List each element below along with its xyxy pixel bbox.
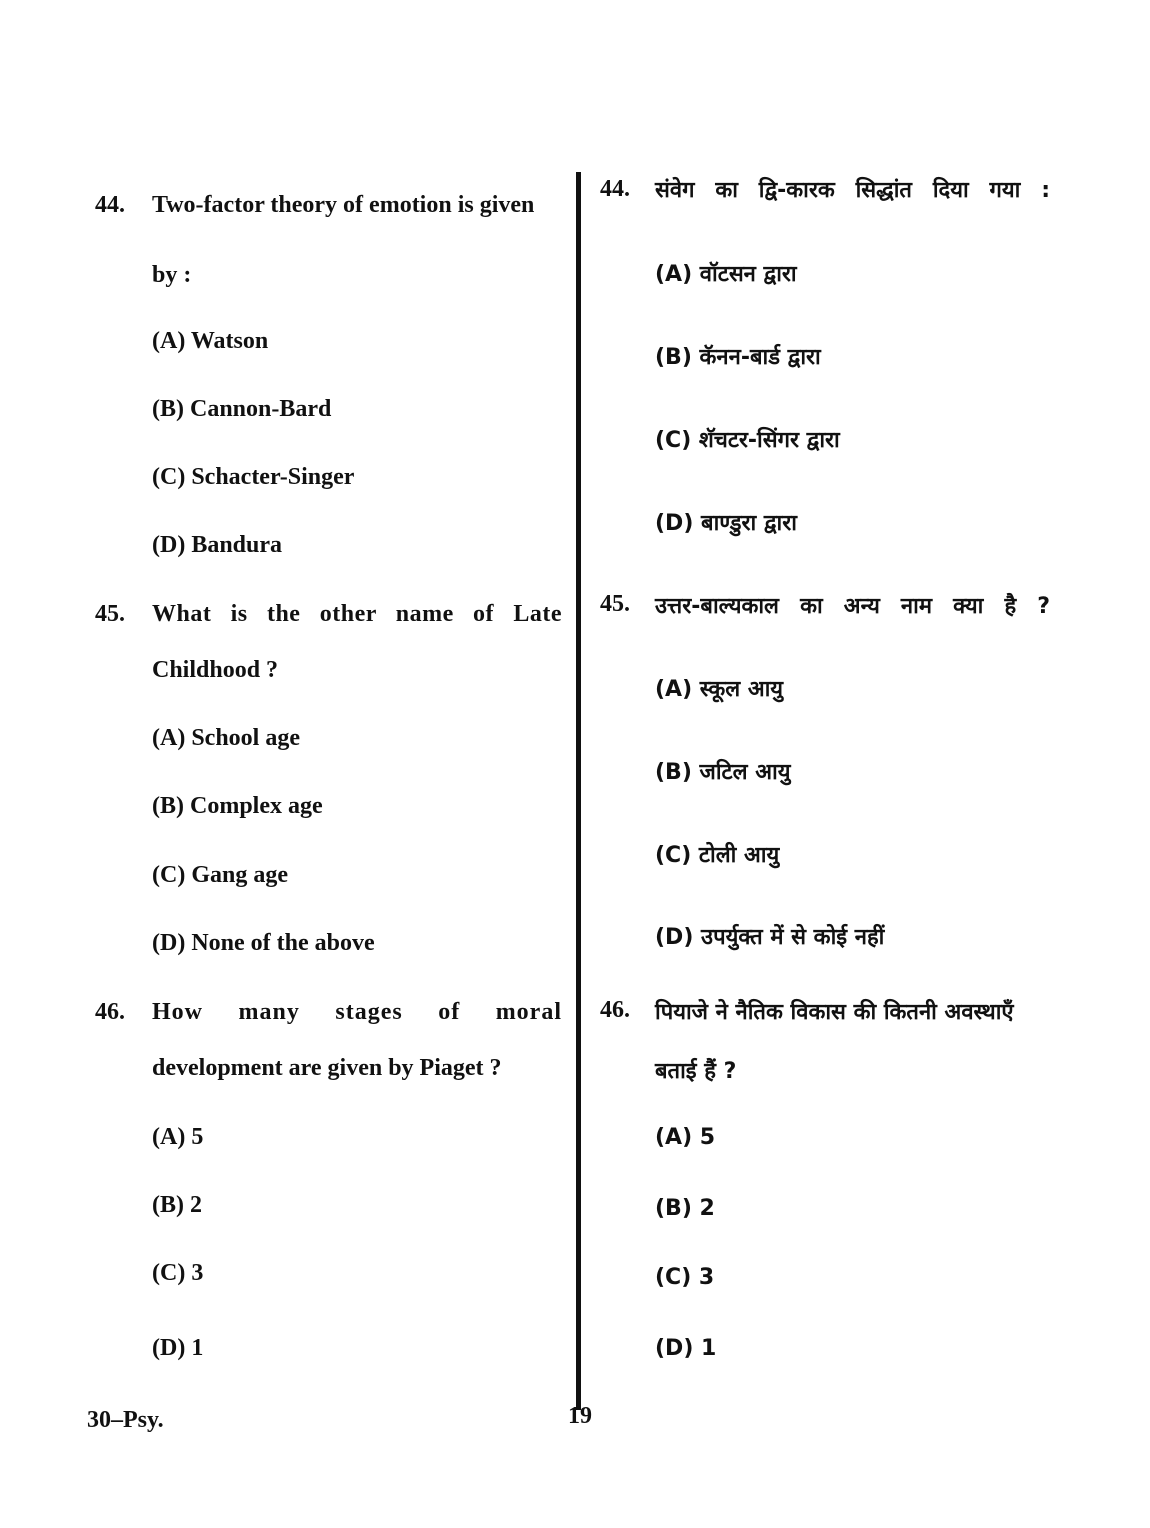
option-d: (D) उपर्युक्त में से कोई नहीं <box>655 925 885 950</box>
option-a: (A) Watson <box>152 328 269 354</box>
column-divider <box>576 172 581 1410</box>
option-c: (C) 3 <box>655 1265 715 1290</box>
option-b: (B) Complex age <box>152 793 323 819</box>
option-d: (D) None of the above <box>152 930 375 956</box>
question-text: Two-factor theory of emotion is given <box>152 192 535 218</box>
question-text: संवेग का द्वि-कारक सिद्धांत दिया गया : <box>655 178 1050 203</box>
option-c: (C) Gang age <box>152 862 288 888</box>
question-number: 46. <box>95 999 125 1025</box>
question-text: उत्तर-बाल्यकाल का अन्य नाम क्या है ? <box>655 594 1050 619</box>
question-number: 46. <box>600 997 630 1023</box>
option-a: (A) स्कूल आयु <box>655 677 784 702</box>
option-d: (D) 1 <box>152 1335 204 1361</box>
option-b: (B) Cannon-Bard <box>152 396 332 422</box>
question-text: What is the other name of Late <box>152 601 562 627</box>
option-a: (A) वॉटसन द्वारा <box>655 262 797 287</box>
option-d: (D) Bandura <box>152 532 283 558</box>
option-b: (B) जटिल आयु <box>655 760 791 785</box>
question-text: पियाजे ने नैतिक विकास की कितनी अवस्थाएँ <box>655 1000 1014 1025</box>
option-a: (A) School age <box>152 725 300 751</box>
option-d: (D) 1 <box>655 1336 717 1361</box>
paper-code: 30–Psy. <box>87 1407 164 1433</box>
option-c: (C) Schacter-Singer <box>152 464 355 490</box>
question-text: बताई हैं ? <box>655 1059 737 1084</box>
option-b: (B) कॅनन-बार्ड द्वारा <box>655 345 821 370</box>
option-c: (C) 3 <box>152 1260 204 1286</box>
option-b: (B) 2 <box>152 1192 202 1218</box>
question-text: How many stages of moral <box>152 999 562 1025</box>
question-number: 45. <box>95 601 125 627</box>
option-c: (C) शॅचटर-सिंगर द्वारा <box>655 428 840 453</box>
question-number: 44. <box>600 176 630 202</box>
question-text: development are given by Piaget ? <box>152 1055 502 1081</box>
question-number: 44. <box>95 192 125 218</box>
question-text: Childhood ? <box>152 657 279 683</box>
option-d: (D) बाण्डुरा द्वारा <box>655 511 797 536</box>
option-b: (B) 2 <box>655 1196 715 1221</box>
page-number: 19 <box>568 1403 592 1429</box>
option-a: (A) 5 <box>655 1125 716 1150</box>
question-text: by : <box>152 262 192 288</box>
question-number: 45. <box>600 591 630 617</box>
option-c: (C) टोली आयु <box>655 843 780 868</box>
option-a: (A) 5 <box>152 1124 204 1150</box>
